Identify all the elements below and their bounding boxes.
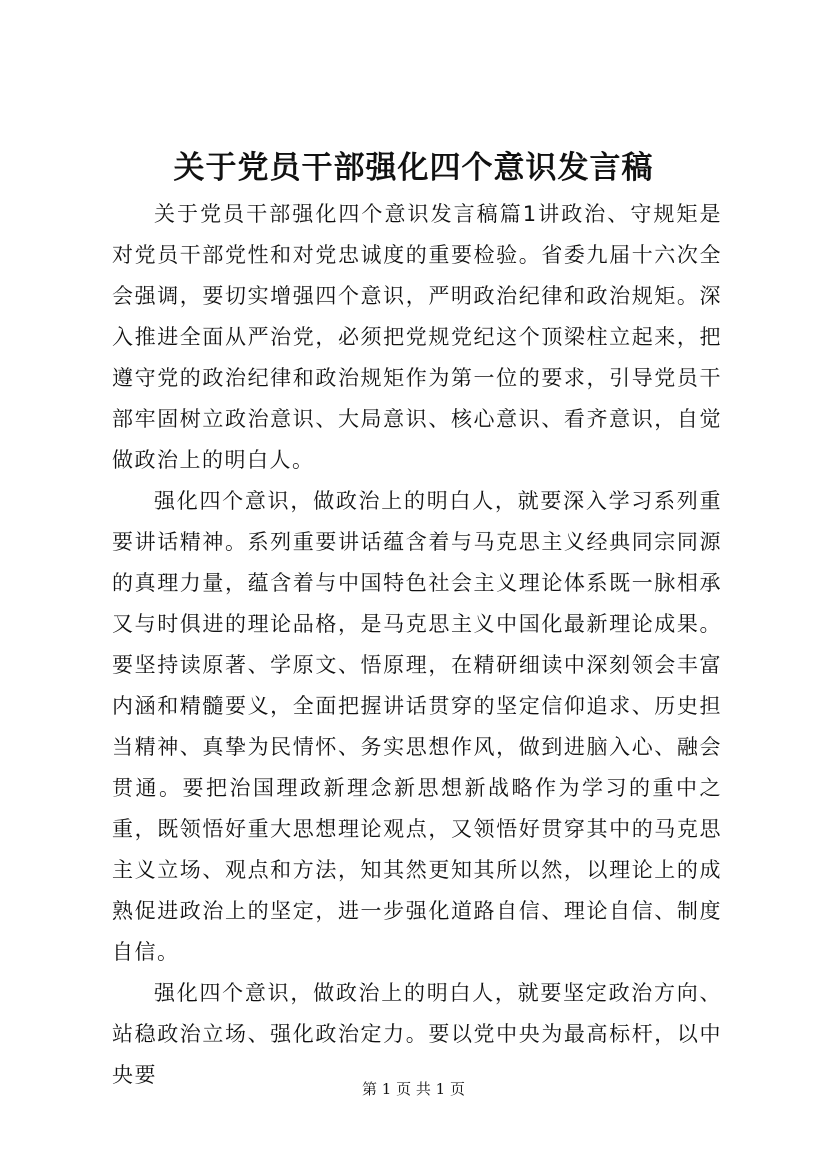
paragraph-3: 强化四个意识，做政治上的明白人，就要坚定政治方向、站稳政治立场、强化政治定力。要以党中央为最高标杆，以中央要 [112, 981, 722, 1087]
paragraph-2: 强化四个意识，做政治上的明白人，就要深入学习系列重要讲话精神。系列重要讲话蕴含着与马克思主义经典同宗同源的真理力量，蕴含着与中国特色社会主义理论体系既一脉相承又与时俱进的理论品格，是马克思主义中国化最新理论成果。要坚持读原著、学原文、悟原理，在精研细读中深刻领会丰富内涵和精髓要义，全面把握讲话贯穿的坚定信仰追求、历史担当精神、真挚为民情怀、务实思想作风，做到进脑入心、融会贯通。要把治国理政新理念新思想新战略作为学习的重中之重，既领悟好重大思想理论观点，又领悟好贯穿其中的马克思主义立场、观点和方法，知其然更知其所以然，以理论上的成熟促进政治上的坚定，进一步强化道路自信、理论自信、制度自信。 [112, 489, 722, 964]
page-footer: 第 1 页 共 1 页 [362, 1080, 465, 1098]
document-title: 关于党员干部强化四个意识发言稿 [173, 150, 654, 186]
paragraph-1: 关于党员干部强化四个意识发言稿篇1讲政治、守规矩是对党员干部党性和对党忠诚度的重要检验。省委九届十六次全会强调，要切实增强四个意识，严明政治纪律和政治规矩。深入推进全面从严治党，必须把党规党纪这个顶梁柱立起来，把遵守党的政治纪律和政治规矩作为第一位的要求，引导党员干部牢固树立政治意识、大局意识、核心意识、看齐意识，自觉做政治上的明白人。 [112, 202, 722, 472]
document-body [112, 194, 722, 1096]
